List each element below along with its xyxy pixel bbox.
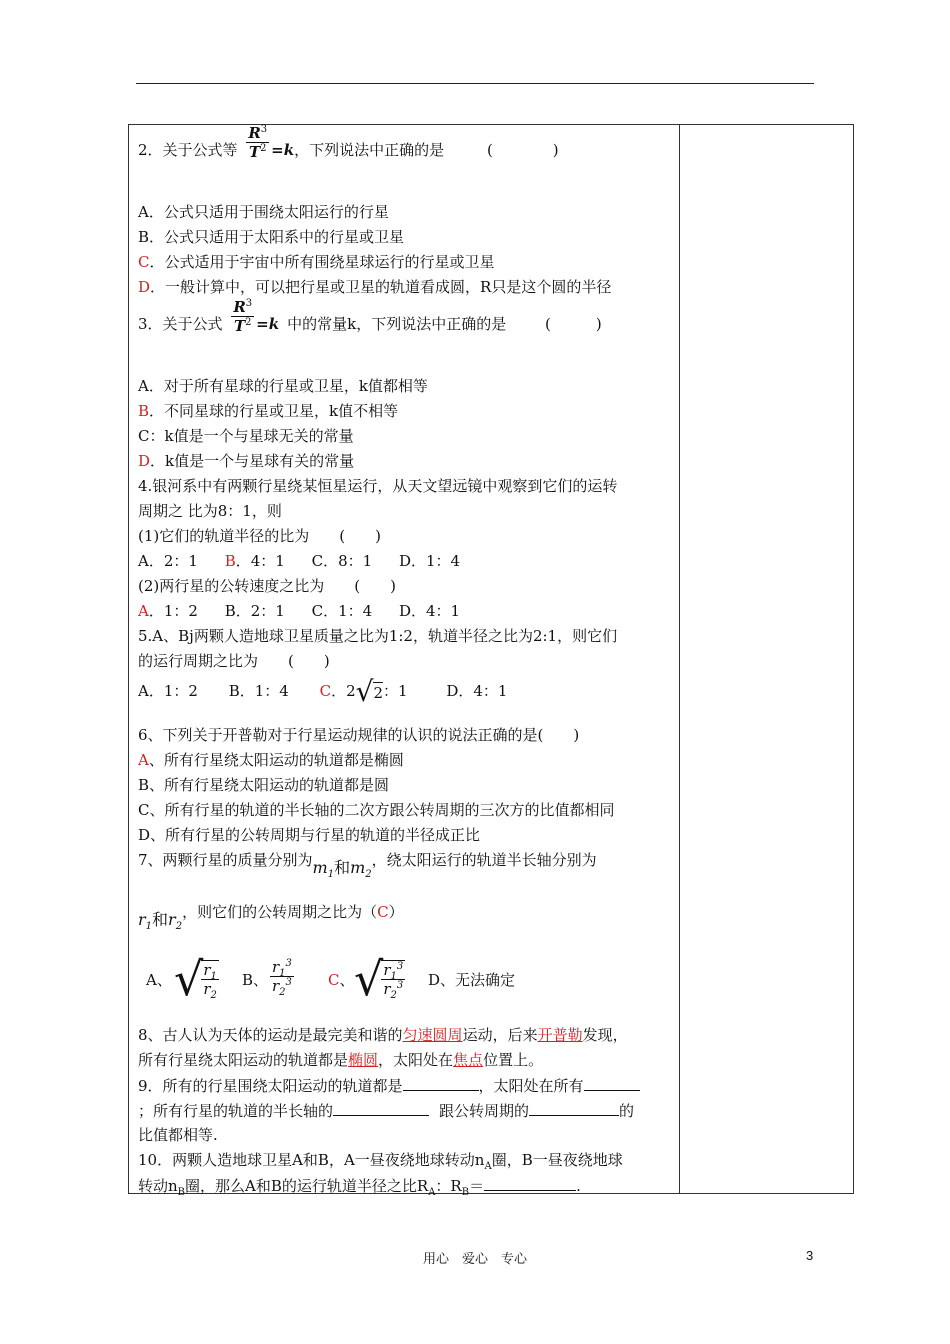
blank-field[interactable] [484,1175,576,1191]
q2-option-b: B．公式只适用于太阳系中的行星或卫星 [138,228,405,246]
page-number: 3 [806,1248,814,1263]
q6-stem: 6、下列关于开普勒对于行星运动规律的认识的说法正确的是( ) [138,726,580,744]
q2-stem: 2．关于公式等 $\frac{R^3}{T^2}$ =k，下列说法中正确的是 ( ) [138,123,559,161]
option-a-formula: √ $\frac{r_1}{r_2}$ [174,952,217,1006]
q6-option-d: D、所有行星的公转周期与行星的轨道的半径成正比 [138,826,481,844]
q3-option-d: D．k值是一个与星球有关的常量 [138,452,355,470]
q9-line1: 9．所有的行星围绕太阳运动的轨道都是 ，太阳处在所有 [138,1075,640,1096]
blank-field[interactable] [584,1075,640,1091]
q3-option-a: A．对于所有星球的行星或卫星，k值都相等 [138,377,428,395]
q6-option-a: A、所有行星绕太阳运动的轨道都是椭圆 [138,751,404,769]
option-c-formula: √ $\frac{r_1^3}{r_2^3}$ [354,952,404,1006]
q3-option-b: B．不同星球的行星或卫星，k值不相等 [138,402,399,420]
q4-sub2: (2)两行星的公转速度之比为 ( ) [138,577,396,595]
q2-option-c: C．公式适用于宇宙中所有围绕星球运行的行星或卫星 [138,253,495,271]
q2-option-a: A．公式只适用于围绕太阳运行的行星 [138,203,389,221]
q4-sub1-options: A．2：1 B．4：1 C．8：1 D．1：4 [138,552,461,570]
q5-stem-line1: 5.A、Bj两颗人造地球卫星质量之比为1:2，轨道半径之比为2:1，则它们 [138,627,618,645]
q2-option-d: D．一般计算中，可以把行星或卫星的轨道看成圆，R只是这个圆的半径 [138,278,612,296]
q8-line2: 所有行星绕太阳运动的轨道都是椭圆，太阳处在焦点位置上。 [138,1051,544,1069]
option-b-formula: $\frac{r_1^3}{r_2^3}$ [272,958,292,998]
q7-stem: 7、两颗行星的质量分别为$m_1$和$m_2$，绕太阳运行的轨道半长轴分别为 [138,851,597,881]
q6-option-b: B、所有行星绕太阳运动的轨道都是圆 [138,776,390,794]
blank-field[interactable] [403,1075,479,1091]
q7-stem-line2: $r_1$和$r_2$，则它们的公转周期之比为（C） [138,903,404,933]
q6-option-c: C、所有行星的轨道的半长轴的二次方跟公转周期的三次方的比值都相同 [138,801,615,819]
q3-stem: 3．关于公式 $\frac{R^3}{T^2}$ =k 中的常量k，下列说法中正确的是 ( ) [138,297,602,335]
q10-line1: 10．两颗人造地球卫星A和B，A一昼夜绕地球转动$n_A$圈，B一昼夜绕地球 [138,1151,623,1172]
q4-stem-line1: 4.银河系中有两颗行星绕某恒星运行，从天文望远镜中观察到它们的运转 [138,477,618,495]
q3-formula: $\frac{R^3}{T^2}$ [233,297,253,335]
q9-line2: ；所有行星的轨道的半长轴的 跟公转周期的 的 [138,1102,635,1120]
q5-options: A．1：2 B．1：4 C．2√2：1 D．4：1 [138,675,508,708]
q10-line2: 转动$n_B$圈，那么A和B的运行轨道半径之比$R_A$：$R_B=$ . [138,1177,581,1198]
table-column-divider [679,124,680,1194]
q4-sub1: (1)它们的轨道半径的比为 ( ) [138,527,381,545]
q3-option-c: C：k值是一个与星球无关的常量 [138,427,354,445]
sqrt-two: √2 [355,675,384,708]
q8-line1: 8、古人认为天体的运动是最完美和谐的匀速圆周运动，后来开普勒发现， [138,1026,628,1044]
blank-field[interactable] [529,1100,619,1116]
q4-stem-line2: 周期之 比为8：1，则 [138,502,282,520]
q4-sub2-options: A．1：2 B．2：1 C．1：4 D．4：1 [138,602,461,620]
q5-stem-line2: 的运行周期之比为 ( ) [138,652,330,670]
page-footer: 用心 爱心 专心 [422,1252,527,1267]
q9-line3: 比值都相等. [138,1126,218,1144]
q2-formula: $\frac{R^3}{T^2}$ [248,123,268,161]
blank-field[interactable] [333,1100,429,1116]
header-rule [136,83,814,84]
